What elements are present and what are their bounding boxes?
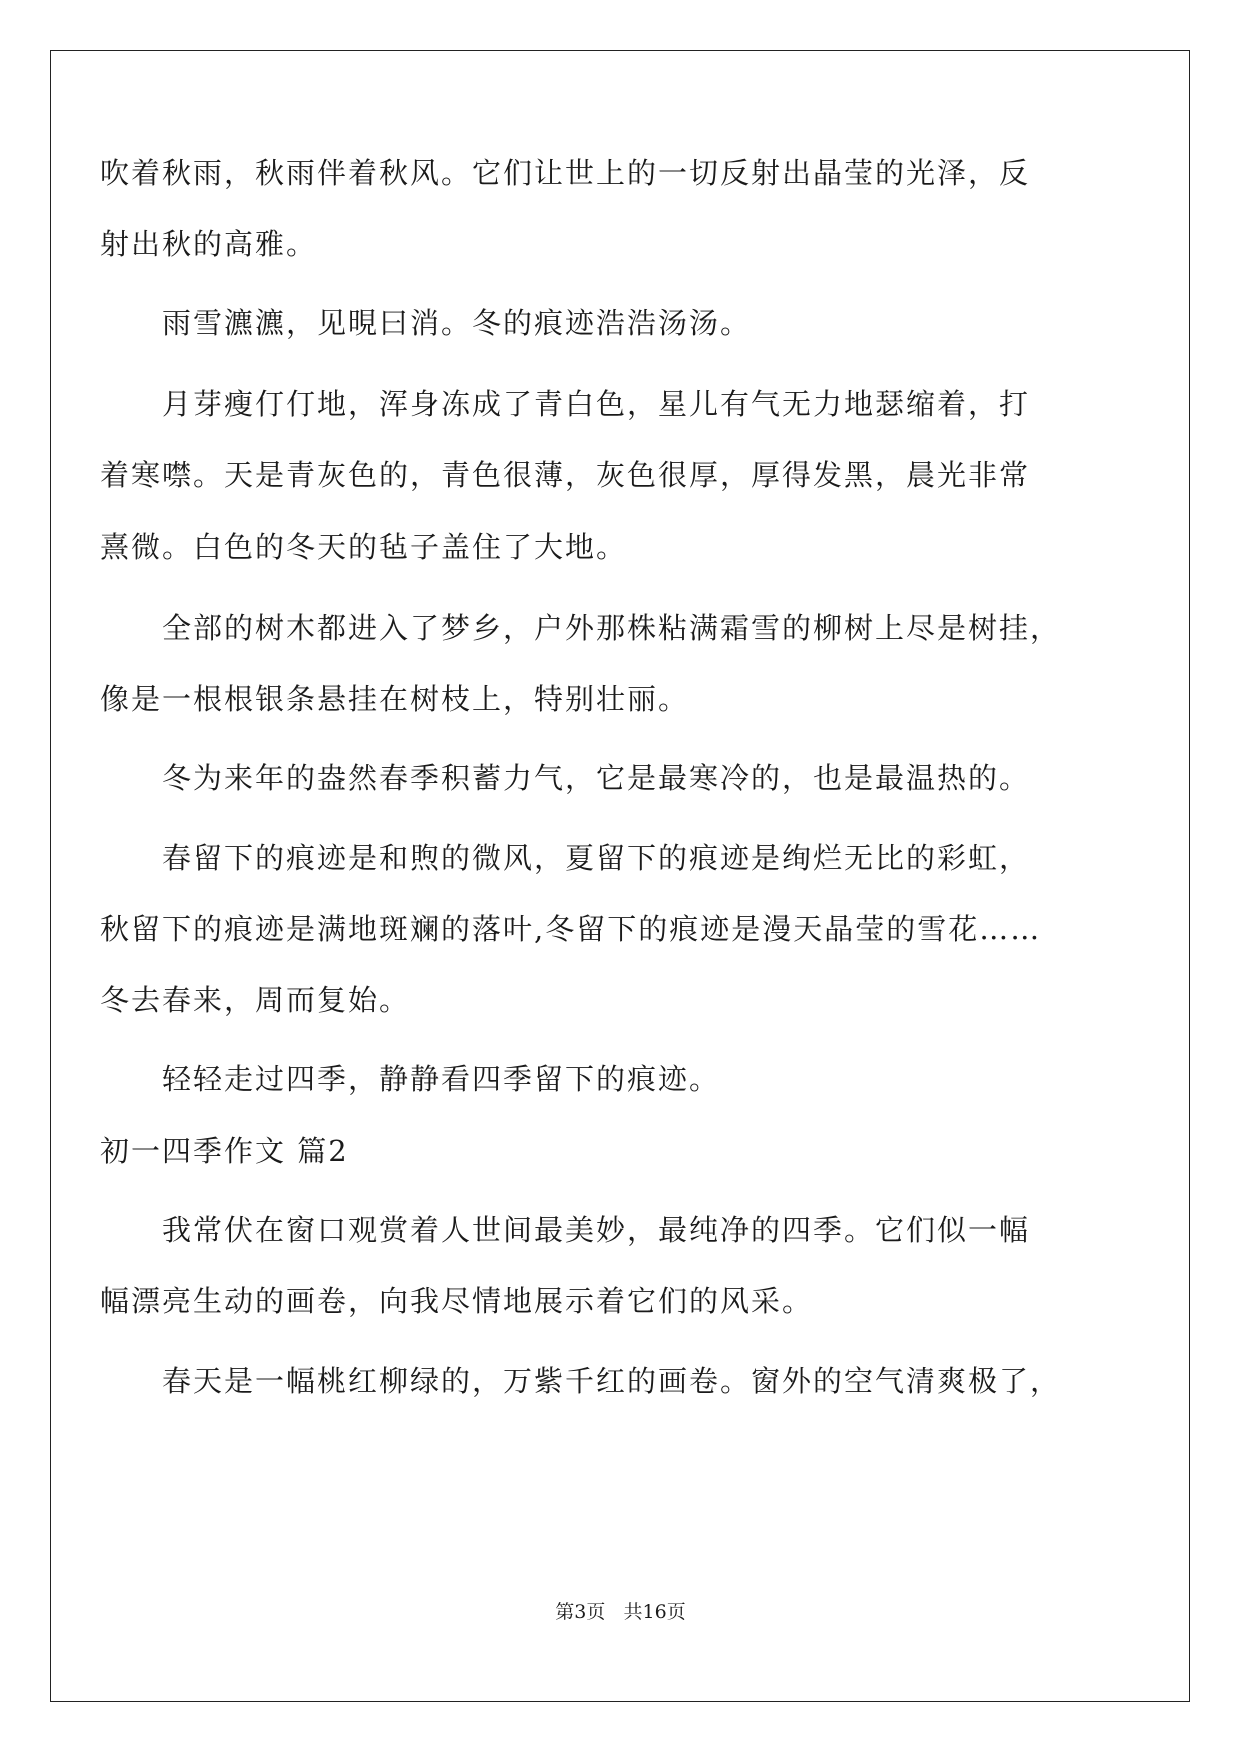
text-line: 吹着秋雨，秋雨伴着秋风。它们让世上的一切反射出晶莹的光泽，反 (100, 156, 1031, 190)
section-heading: 初一四季作文 篇2 (100, 1134, 349, 1168)
text-line: 秋留下的痕迹是满地斑斓的落叶,冬留下的痕迹是漫天晶莹的雪花…… (100, 912, 1042, 946)
page-total: 共16页 (623, 1601, 686, 1623)
text-line: 轻轻走过四季，静静看四季留下的痕迹。 (162, 1062, 721, 1096)
text-line: 春天是一幅桃红柳绿的，万紫千红的画卷。窗外的空气清爽极了， (162, 1364, 1062, 1398)
text-line: 熹微。白色的冬天的毡子盖住了大地。 (100, 530, 628, 564)
text-line: 着寒噤。天是青灰色的，青色很薄，灰色很厚，厚得发黑，晨光非常 (100, 458, 1031, 492)
text-line: 月芽瘦仃仃地，浑身冻成了青白色，星儿有气无力地瑟缩着，打 (162, 387, 1031, 421)
text-line: 雨雪瀌瀌，见晛曰消。冬的痕迹浩浩汤汤。 (162, 306, 752, 340)
text-line: 春留下的痕迹是和煦的微风，夏留下的痕迹是绚烂无比的彩虹， (162, 841, 1031, 875)
text-line: 像是一根根银条悬挂在树枝上，特别壮丽。 (100, 682, 690, 716)
page-number: 第3页 (555, 1601, 606, 1623)
text-line: 冬去春来，周而复始。 (100, 983, 411, 1017)
text-line: 幅漂亮生动的画卷，向我尽情地展示着它们的风采。 (100, 1284, 814, 1318)
text-line: 全部的树木都进入了梦乡，户外那株粘满霜雪的柳树上尽是树挂， (162, 611, 1062, 645)
text-line: 射出秋的高雅。 (100, 227, 318, 261)
page-footer (0, 1600, 1241, 1624)
text-line: 我常伏在窗口观赏着人世间最美妙，最纯净的四季。它们似一幅 (162, 1213, 1031, 1247)
text-line: 冬为来年的盎然春季积蓄力气，它是最寒冷的，也是最温热的。 (162, 761, 1031, 795)
